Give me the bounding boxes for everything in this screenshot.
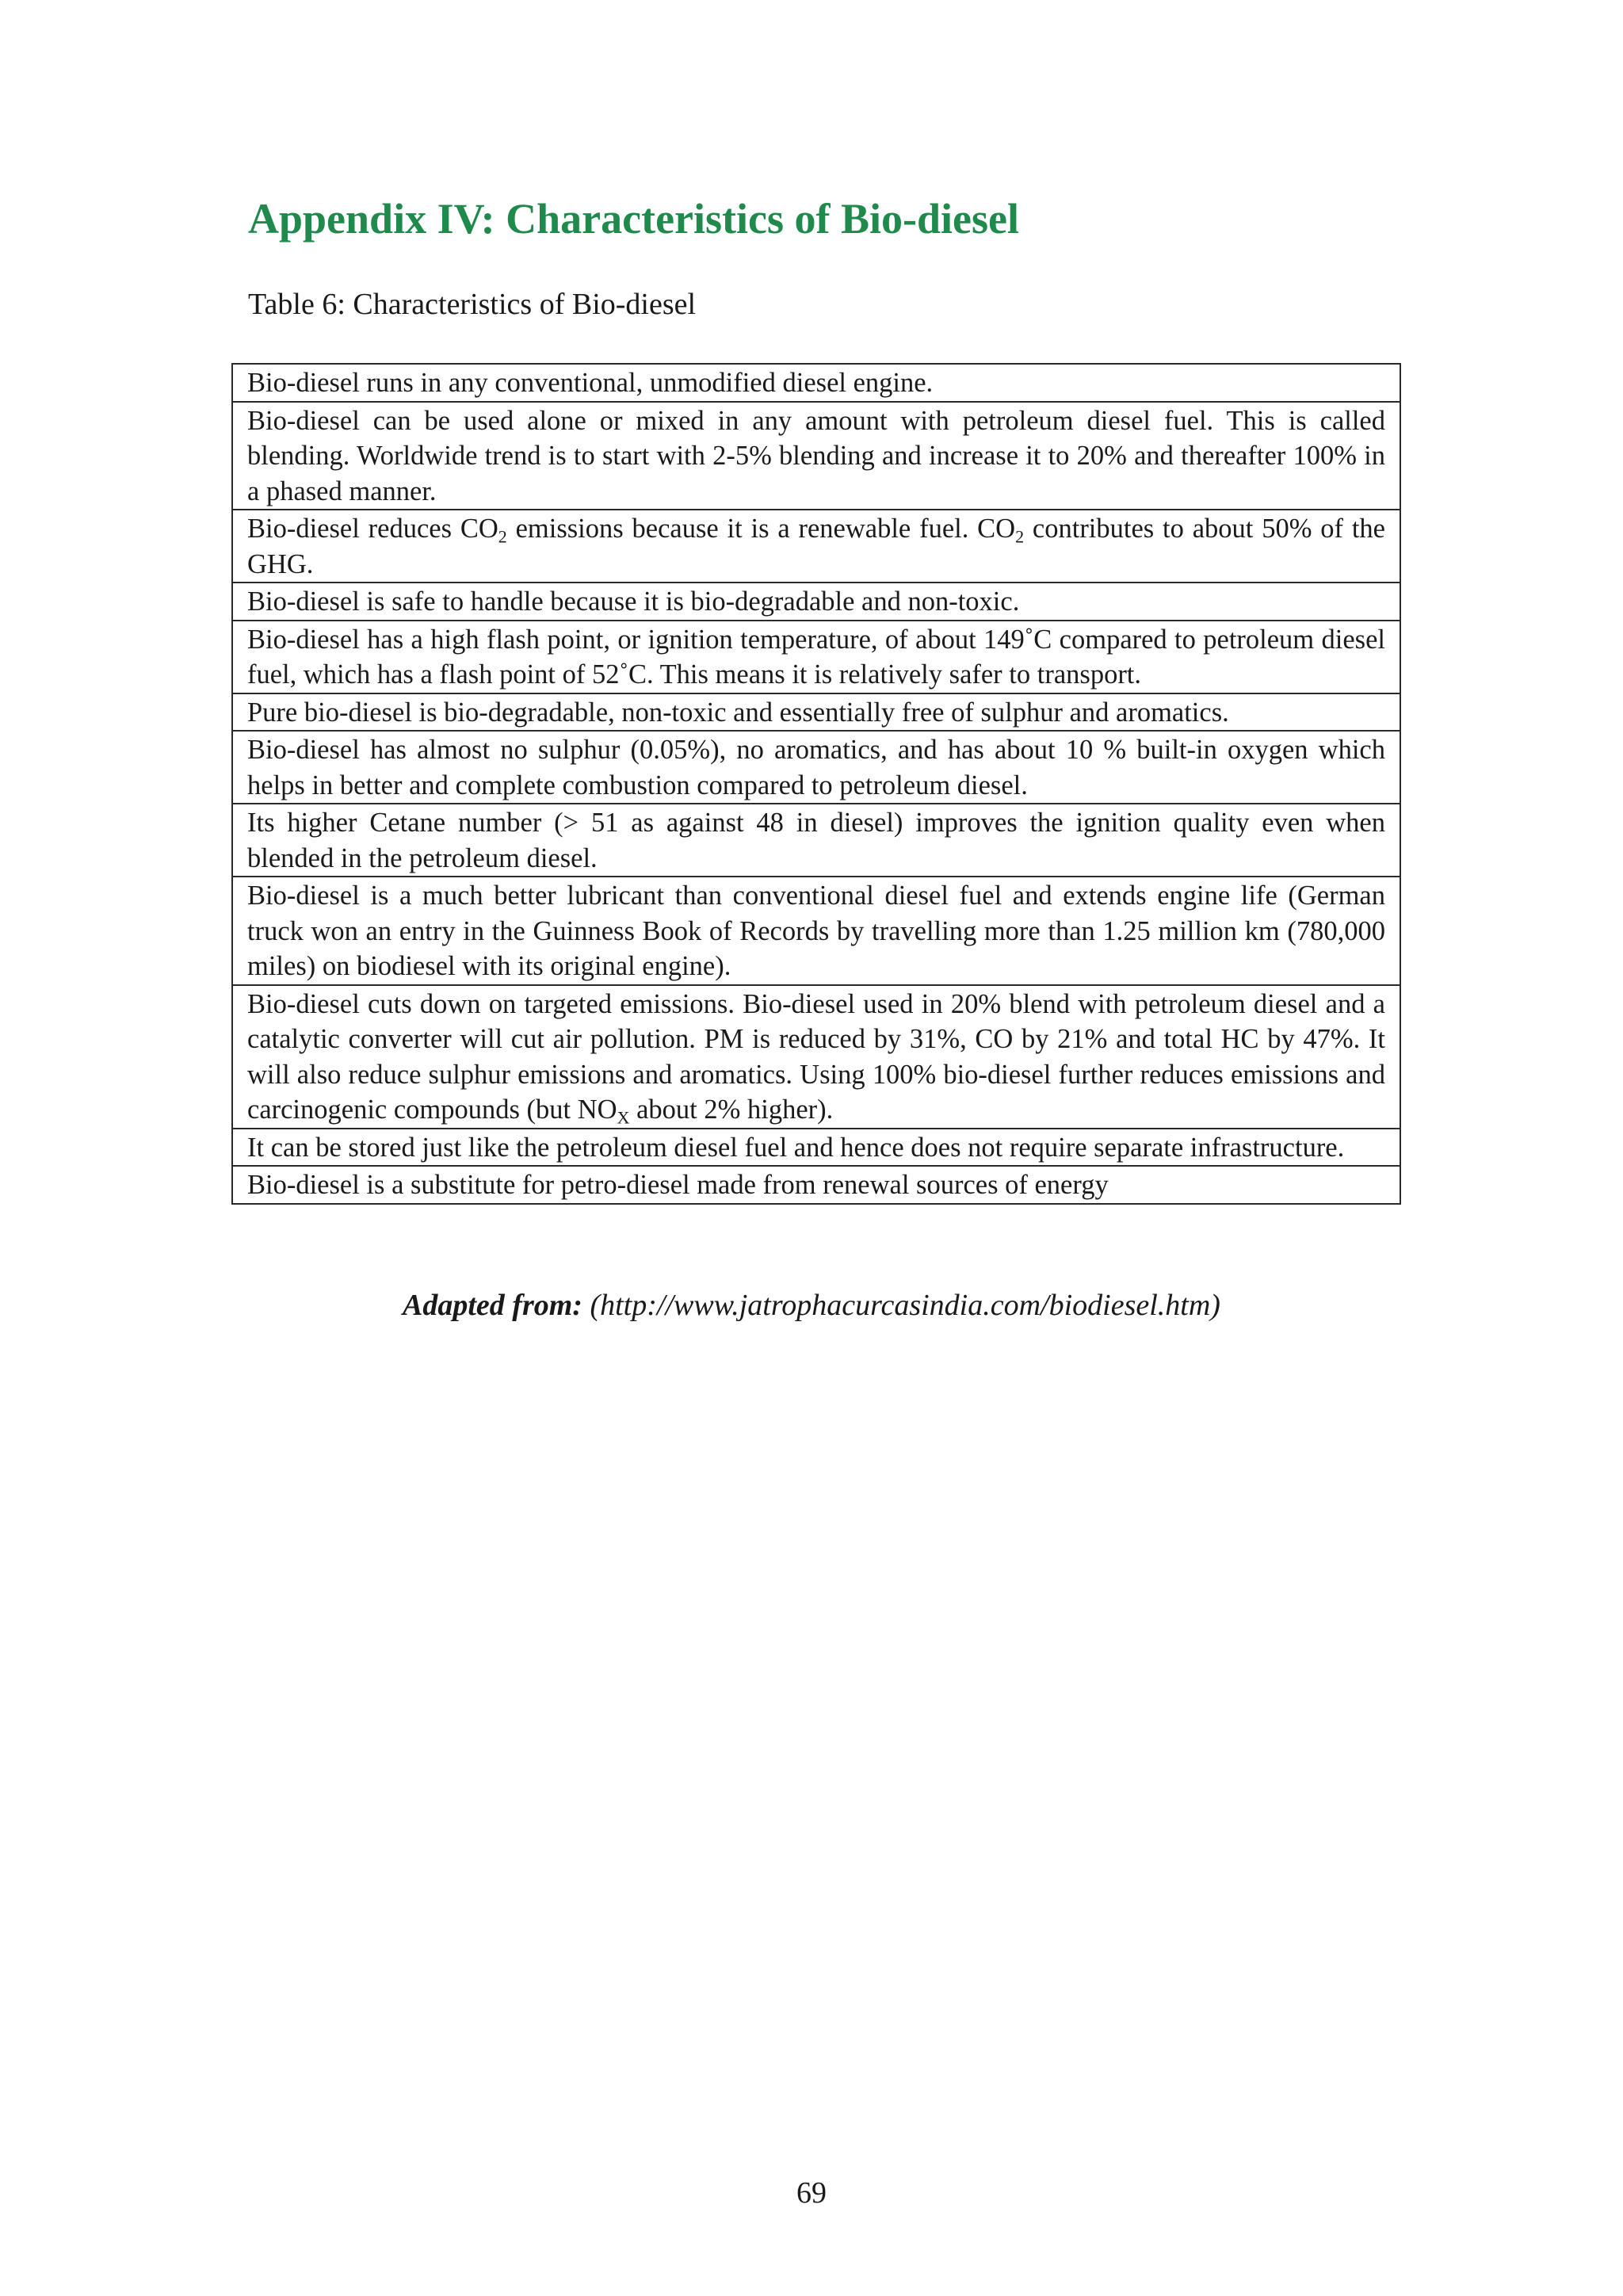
table-row	[232, 583, 1400, 621]
appendix-heading: Appendix IV: Characteristics of Bio-diesel	[248, 195, 1019, 243]
page-number: 69	[796, 2176, 827, 2210]
source-citation	[0, 1288, 1623, 1323]
cell-text: Bio-diesel is safe to handle because it is bio-degradable and non-toxic.	[247, 586, 1020, 617]
table-row	[232, 693, 1400, 732]
subscript: X	[617, 1107, 630, 1128]
subscript: 2	[1015, 526, 1025, 547]
table-cell	[232, 1166, 1400, 1204]
table-row	[232, 621, 1400, 693]
cell-text: Bio-diesel reduces CO	[247, 514, 498, 544]
source-label: Adapted from:	[403, 1289, 582, 1322]
table-row	[232, 985, 1400, 1129]
table-cell	[232, 583, 1400, 621]
table-row	[232, 804, 1400, 877]
table-row	[232, 1166, 1400, 1204]
characteristics-table	[231, 363, 1401, 1205]
table-cell	[232, 985, 1400, 1129]
table-cell	[232, 731, 1400, 804]
table-row	[232, 877, 1400, 985]
table-cell	[232, 510, 1400, 583]
table-caption: Table 6: Characteristics of Bio-diesel	[248, 288, 697, 321]
source-url: (http://www.jatrophacurcasindia.com/biodiesel.htm)	[590, 1289, 1220, 1322]
cell-text: Bio-diesel is a much better lubricant than conventional diesel fuel and extends engine life (German truck won an entry in the Guinness Book of Records by travelling more than 1.25 million km (780,000 miles) on biodiesel with its original engine).	[247, 881, 1385, 981]
cell-text: emissions because it is a renewable fuel. CO	[506, 514, 1016, 544]
table-cell	[232, 1129, 1400, 1167]
subscript: 2	[498, 526, 507, 547]
table-row	[232, 510, 1400, 583]
cell-text: Its higher Cetane number (> 51 as against 48 in diesel) improves the ignition quality even when blended in the petroleum diesel.	[247, 808, 1385, 873]
cell-text: Bio-diesel has a high flash point, or ignition temperature, of about 149˚C compared to petroleum diesel fuel, which has a flash point of 52˚C. This means it is relatively safer to transport.	[247, 624, 1385, 690]
cell-text: Bio-diesel runs in any conventional, unmodified diesel engine.	[247, 368, 934, 398]
table-cell	[232, 804, 1400, 877]
table-cell	[232, 621, 1400, 693]
cell-text: Bio-diesel can be used alone or mixed in any amount with petroleum diesel fuel. This is called blending. Worldwide trend is to start with 2-5% blending and increase it to 20% and thereafter 100% in a phased manner.	[247, 405, 1385, 506]
table-cell	[232, 693, 1400, 732]
cell-text: Bio-diesel is a substitute for petro-diesel made from renewal sources of energy	[247, 1170, 1109, 1200]
table-cell	[232, 877, 1400, 985]
cell-text: about 2% higher).	[629, 1095, 834, 1125]
cell-text: Pure bio-diesel is bio-degradable, non-toxic and essentially free of sulphur and aromatics.	[247, 697, 1229, 728]
cell-text: It can be stored just like the petroleum diesel fuel and hence does not require separate infrastructure.	[247, 1132, 1345, 1163]
table-row	[232, 402, 1400, 510]
cell-text: Bio-diesel cuts down on targeted emissions. Bio-diesel used in 20% blend with petroleum diesel and a catalytic converter will cut air pollution. PM is reduced by 31%, CO by 21% and total HC by 47%. It will also reduce sulphur emissions and aromatics. Using 100% bio-diesel further reduces emissions and carcinogenic compounds (but NO	[247, 988, 1385, 1125]
table-row	[232, 731, 1400, 804]
table-cell	[232, 364, 1400, 402]
cell-text: Bio-diesel has almost no sulphur (0.05%), no aromatics, and has about 10 % built-in oxygen which helps in better and complete combustion compared to petroleum diesel.	[247, 735, 1385, 800]
table-cell	[232, 402, 1400, 510]
cell-text: contributes to about 50% of the GHG.	[247, 514, 1385, 579]
table-row	[232, 364, 1400, 402]
table-row	[232, 1129, 1400, 1167]
